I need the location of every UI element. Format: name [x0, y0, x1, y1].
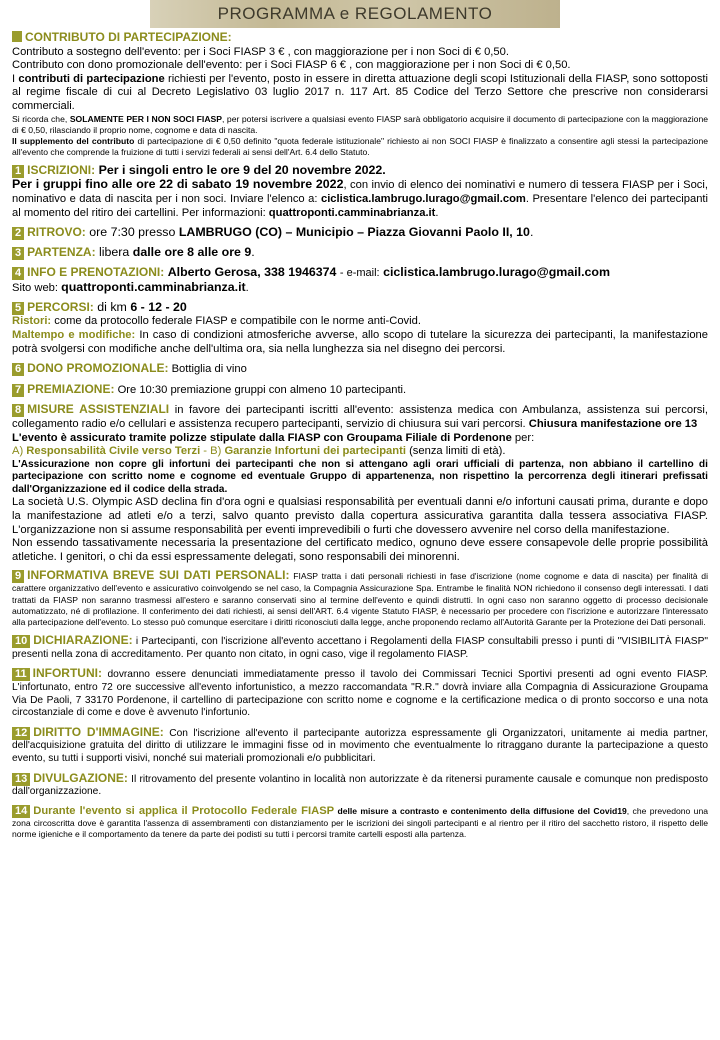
text: In caso di condizioni atmosferiche avverse, allo scopo di tutelare la sicurezza dei partecipanti, la manifestazione potrà svolgersi con modifiche anche dell'ultima ora, sia nella lunghezza sia nel disegno dei percorsi.	[12, 328, 708, 355]
section-heading: ISCRIZIONI:	[27, 163, 96, 178]
text: Non essendo tassativamente necessaria la presentazione del certificato medico, ognuno deve essere consapevole delle proprie possibilità atletiche. I genitori, o chi da essi espressamente delegati, sono responsabili dei minorenni.	[12, 537, 708, 563]
text: Si ricorda che,	[12, 113, 68, 124]
text: .	[245, 281, 249, 294]
section-number: 4	[12, 267, 24, 280]
text: Responsabilità Civile verso Terzi	[26, 445, 201, 458]
text: in favore dei partecipanti iscritti all'evento: assistenza medica con Ambulanza, assistenza sui percorsi, collegamento radio e/o cellulari e assistenza recupero partecipanti, servizio di chiusura sui vari percorsi.	[12, 404, 708, 430]
text: Il supplemento del contributo	[12, 135, 135, 146]
section-heading: INFORMATIVA BREVE SUI DATI PERSONALI:	[27, 568, 290, 583]
text: delle misure a contrasto e contenimento della diffusione del Covid19	[337, 805, 627, 816]
section-immagine	[12, 726, 708, 766]
text: di partecipazione di € 0,50 definito "quota federale istituzionale" richiesto ai non SOCI FIASP è finalizzato a consentire agli stessi la partecipazione all'evento che comprende la fruizione di tutti i servizi federali ai sensi dell'Art. 6.4 dello Statuto.	[12, 135, 709, 158]
text: Ore 10:30 premiazione gruppi con almeno 10 partecipanti.	[117, 383, 407, 396]
section-partenza	[12, 246, 708, 260]
text: contributi di partecipazione	[18, 72, 165, 85]
section-info	[12, 266, 708, 295]
section-number: 14	[12, 805, 30, 818]
text: (senza limiti di età).	[409, 445, 506, 458]
section-number: 13	[12, 773, 30, 786]
text: - B)	[203, 445, 222, 458]
section-heading: DIVULGAZIONE:	[33, 770, 128, 785]
section-number: 1	[12, 165, 24, 178]
text: LAMBRUGO (CO) – Municipio – Piazza Giovanni Paolo II, 10	[178, 225, 530, 240]
website-link[interactable]: quattroponti.camminabrianza.it	[61, 279, 246, 294]
email-link[interactable]: ciclistica.lambrugo.lurago@gmail.com	[383, 265, 610, 280]
website-link[interactable]: quattroponti.camminabrianza.it	[268, 206, 436, 219]
text: .	[435, 206, 439, 219]
section-heading: MISURE ASSISTENZIALI	[27, 402, 170, 417]
section-heading: INFORTUNI:	[32, 666, 102, 681]
section-dono	[12, 362, 708, 377]
section-privacy	[12, 570, 708, 628]
text: richiesti per l'evento, posto in essere in diretta attuazione degli scopi Istituzionali della FIASP, sono sottoposti al regime fiscale di cui al Decreto Legislativo 03 luglio 2017 n. 117 Art. 85 Codice del Terzo Settore che prescrive non considerarsi commerciali.	[12, 72, 709, 112]
section-number: 7	[12, 384, 24, 397]
text: L'Assicurazione non copre gli infortuni dei partecipanti che non si attengano agli orari ufficiali di partenza, non abbiano il cartellino di partecipazione con scritto nome e cognome ed eventuale Gruppo di appartenenza, non rispettino la percorrenza degli itinerari prefissati dall'Organizzazione ed il codice della strada.	[12, 458, 708, 495]
text: come da protocollo federale FIASP e compatibile con le norme anti-Covid.	[54, 315, 421, 328]
contributo-line: Contributo con dono promozionale dell'evento: per i Soci FIASP 6 € , con maggiorazione per i non Soci di € 0,50.	[12, 59, 571, 72]
text: Garanzie Infortuni dei partecipanti	[224, 445, 406, 458]
text: per:	[514, 431, 535, 444]
section-number: 5	[12, 302, 24, 315]
text: SOLAMENTE PER I NON SOCI FIASP	[69, 113, 222, 124]
section-heading: DICHIARAZIONE:	[33, 633, 133, 648]
section-dichiarazione	[12, 634, 708, 661]
contributo-line: Contributo a sostegno dell'evento: per i Soci FIASP 3 € , con maggiorazione per i non Soci di € 0,50.	[12, 45, 509, 58]
text: - e-mail:	[339, 267, 380, 280]
text: , per potersi iscrivere a qualsiasi evento FIASP sarà obbligatorio acquisire il documento di partecipazione con la maggiorazione di € 0,50, rilasciando il proprio nome, cognome e data di nascita.	[12, 113, 709, 135]
text: .	[251, 245, 255, 260]
section-number: 10	[12, 635, 30, 648]
text: dovranno essere denunciati immediatamente presso il tavolo dei Commissari Tecnici Sportivi presenti ad ogni evento FIASP. L'infortunato, entro 72 ore successive all'evento infortunistico, a mezzo raccomandata "R.R." dovrà inviare alla Compagnia di Assicurazione Groupama Via De Paoli, 7 33170 Pordenone, il cartellino di partecipazione con scritto nome e cognome e la certificazione medica o di pronto soccorso e una nota circostanziale di come e dove è avvenuto l'infortunio.	[12, 669, 708, 719]
section-percorsi	[12, 301, 708, 356]
text: Alberto Gerosa, 338 1946374	[167, 265, 337, 280]
section-number: 9	[12, 570, 24, 583]
text: A)	[12, 445, 24, 458]
section-number: 6	[12, 363, 24, 376]
section-divulgazione	[12, 772, 708, 799]
banner-title: PROGRAMMA e REGOLAMENTO	[217, 4, 493, 23]
banner	[150, 0, 560, 28]
section-heading: PERCORSI:	[27, 300, 94, 315]
text: dalle ore 8 alle ore 9	[132, 245, 252, 260]
text: i Partecipanti, con l'iscrizione all'evento accettano i Regolamenti della FIASP consultabili presso i punti di "VISIBILITÀ FIASP" presenti nella zona di accreditamento. Per quanto non citato, in ogni caso, vige il regolamento FIASP.	[12, 636, 708, 660]
text: Ristori:	[12, 315, 52, 328]
section-heading: DONO PROMOZIONALE:	[27, 361, 169, 376]
text: , con invio di elenco dei nominativi e numero di tessera FIASP per i Soci, nominativo e data di nascita per i non soci. Inviare l'elenco a:	[12, 179, 708, 205]
section-heading: Durante l'evento si applica il Protocollo Federale FIASP	[33, 804, 335, 817]
section-misure	[12, 403, 708, 564]
section-number: 2	[12, 227, 24, 240]
text: Bottiglia di vino	[171, 363, 247, 376]
text: ore 7:30 presso	[89, 225, 176, 240]
text: Con l'iscrizione all'evento il partecipante autorizza espressamente gli Organizzatori, unitamente ai media partner, dell'acquisizione gratuita del diritto di utilizzare le immagini fisse od in movimento che eventualmente lo ritraggano durante la partecipazione a questo evento, su tutti i supporti visivi, nonché sui materiali promozionali e/o pubblicitari.	[12, 727, 708, 764]
text: Sito web:	[12, 281, 59, 294]
section-contributo	[12, 31, 708, 158]
section-number: 8	[12, 404, 24, 417]
text: Chiusura manifestazione ore 13	[528, 417, 698, 430]
section-heading: DIRITTO D'IMMAGINE:	[33, 724, 164, 739]
text: L'evento è assicurato tramite polizze stipulate dalla FIASP con Groupama Filiale di Pordenone	[12, 431, 512, 444]
section-infortuni	[12, 667, 708, 719]
section-premiazione	[12, 383, 708, 398]
text: Per i gruppi fino alle ore 22 di sabato 19 novembre 2022	[12, 177, 344, 192]
text: 6 - 12 - 20	[130, 300, 187, 315]
text: I	[12, 72, 16, 85]
text: libera	[99, 245, 130, 260]
section-number: 3	[12, 247, 24, 260]
text: . Presentare l'elenco dei partecipanti al momento del ritiro dei cartellini. Per informazioni:	[12, 192, 709, 219]
section-ritrovo	[12, 226, 708, 240]
text: di km	[97, 300, 127, 315]
text: La società U.S. Olympic ASD declina fin d'ora ogni e qualsiasi responsabilità per eventuali danni e/o infortuni causati prima, durante e dopo la manifestazione ad atleti e/o a terzi, salvo quanto previsto dalla copertura assicurativa garantita dalla tessera associativa FIASP. L'organizzazione non si assume responsabilità per eventi imprevedibili o furti che dovessero avvenire nel corso della manifestazione.	[12, 496, 708, 536]
bullet-square-icon	[12, 31, 22, 42]
section-covid	[12, 805, 708, 840]
section-heading: RITROVO:	[27, 225, 86, 240]
text: Per i singoli entro le ore 9 del 20 novembre 2022.	[98, 163, 386, 178]
section-heading: PARTENZA:	[27, 245, 96, 260]
email-link[interactable]: ciclistica.lambrugo.lurago@gmail.com	[320, 192, 526, 205]
section-heading: PREMIAZIONE:	[27, 381, 115, 396]
section-heading: CONTRIBUTO DI PARTECIPAZIONE:	[25, 30, 232, 44]
text: , che prevedono una zona circoscritta dove è garantita l'assenza di assembramenti con distanziamento per le iscrizioni dei singoli partecipanti e al rientro per il ritiro del sacchetto ristoro, il rispetto delle norme igieniche e il comportamento da tenere da parte dei podisti su tutti i percorsi tramite cartelli esposti alla partenza.	[12, 805, 709, 839]
text: Il ritrovamento del presente volantino in località non autorizzate è da ritenersi puramente causale e comunque non predisposto dall'organizzazione.	[12, 773, 708, 798]
text: Maltempo e modifiche:	[12, 328, 136, 341]
text: .	[529, 225, 534, 240]
section-heading: INFO E PRENOTAZIONI:	[27, 265, 165, 280]
regulations-body	[0, 28, 720, 840]
section-number: 12	[12, 727, 30, 740]
text: FIASP tratta i dati personali richiesti in fase d'iscrizione (nome cognome e data di nascita) per finalità di carattere organizzativo dell'evento e assicurativo coinvolgendo se nel caso, la Compagnia Assicurazione Spa. Entrambe le finalità NON richiedono il consenso degli interessati. I dati trattati da FIASP non saranno trasmessi all'estero e saranno conservati sino al termine dell'evento e quindi distrutti. In ogni caso non saranno oggetto di processo decisionale automatizzato, né di profilazione. Il conferimento dei dati richiesti, ai sensi dell'ART. 6.4 vigente Statuto FIASP, è necessario per procedere con l'iscrizione e autorizzare l'interessato alla partecipazione dell'evento. Lo stesso può comunque esercitare i diritti riconosciuti dalla legge, anche proponendo reclamo all'Autorità Garante per la Protezione dei Dati personali.	[12, 571, 708, 628]
section-number: 11	[12, 668, 30, 681]
section-iscrizioni	[12, 164, 708, 220]
